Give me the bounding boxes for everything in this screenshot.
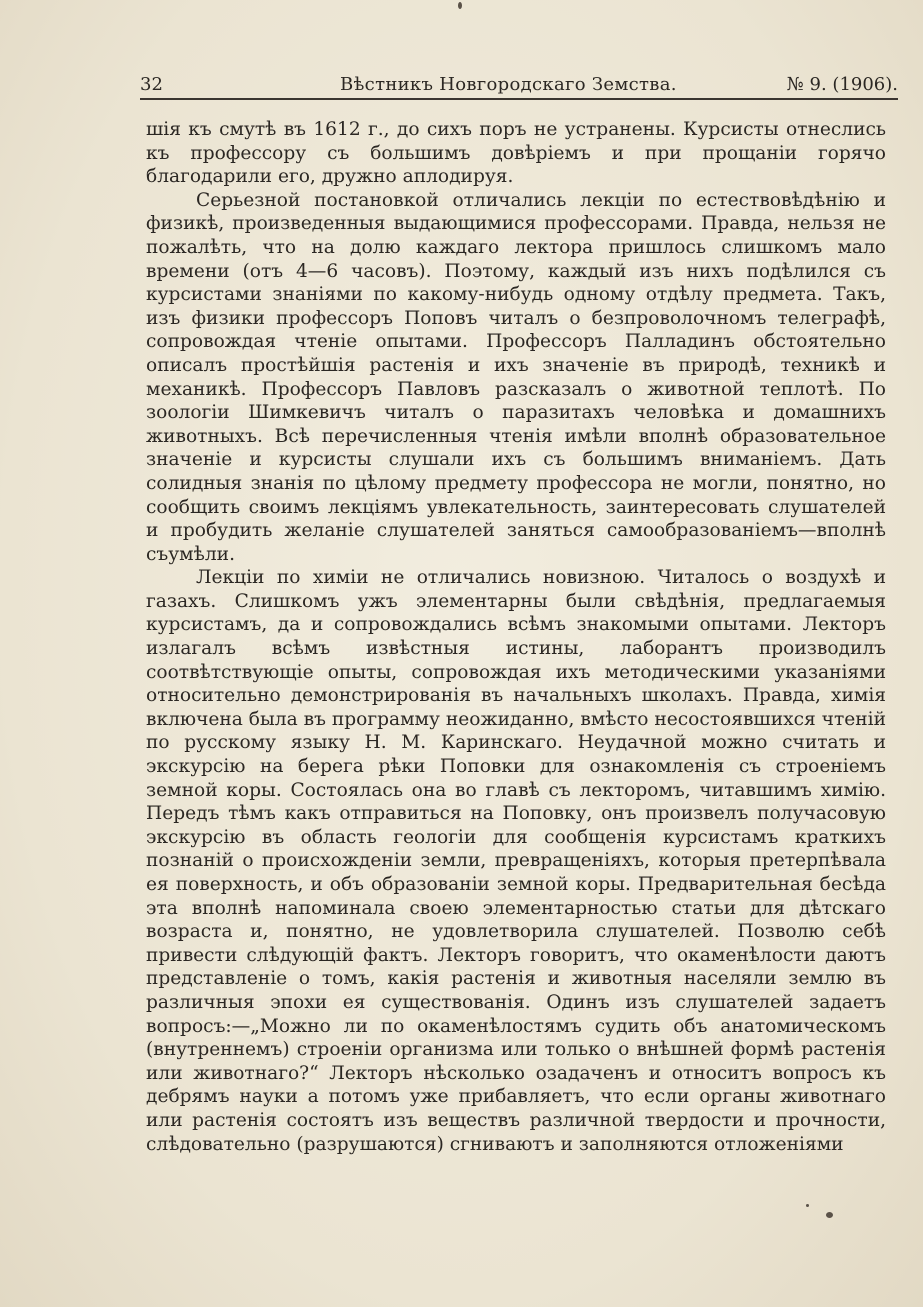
journal-title: Вѣстникъ Новгородскаго Земства. bbox=[340, 74, 677, 95]
ink-speck bbox=[826, 1212, 833, 1218]
ink-speck bbox=[458, 2, 462, 9]
body-text bbox=[146, 118, 886, 1156]
issue-number: № 9. (1906). bbox=[786, 74, 898, 95]
paragraph-continuation: шія къ смутѣ въ 1612 г., до сихъ поръ не устранены. Курсисты отнеслись къ профессору съ большимъ довѣріемъ и при прощаніи горячо благодарили его, дружно аплодируя. bbox=[146, 119, 886, 188]
page-number: 32 bbox=[140, 74, 163, 95]
running-header bbox=[140, 72, 898, 100]
paragraph-natural-science: Серьезной постановкой отличались лекціи по естествовѣдѣнію и физикѣ, произведенныя выдающимися профессорами. Правда, нельзя не пожалѣть, что на долю каждаго лектора пришлось слишкомъ мало времени (отъ 4—6 часовъ). Поэтому, каждый изъ нихъ подѣлился съ курсистами знаніями по какому-нибудь одному отдѣлу предмета. Такъ, изъ физики профессоръ Поповъ читалъ о безпроволочномъ телеграфѣ, сопровождая чтеніе опытами. Профессоръ Палладинъ обстоятельно описалъ простѣйшія растенія и ихъ значеніе въ природѣ, техникѣ и механикѣ. Профессоръ Павловъ разсказалъ о животной теплотѣ. По зоологіи Шимкевичъ читалъ о паразитахъ человѣка и домашнихъ животныхъ. Всѣ перечисленныя чтенія имѣли вполнѣ образовательное значеніе и курсисты слушали ихъ съ большимъ вниманіемъ. Дать солидныя знанія по цѣлому предмету профессора не могли, понятно, но сообщить своимъ лекціямъ увлекательность, заинтересовать слушателей и пробудить желаніе слушателей заняться самообразованіемъ—вполнѣ съумѣли. bbox=[146, 189, 886, 565]
ink-speck bbox=[806, 1204, 809, 1207]
paragraph-chemistry: Лекціи по химіи не отличались новизною. Читалось о воздухѣ и газахъ. Слишкомъ ужъ элементарны были свѣдѣнія, предлагаемыя курсистамъ, да и сопровождались всѣмъ знакомыми опытами. Лекторъ излагалъ всѣмъ извѣстныя истины, лаборантъ производилъ соотвѣтствующіе опыты, сопровождая ихъ методическими указаніями относительно демонстрированія въ начальныхъ школахъ. Правда, химія включена была въ программу неожиданно, вмѣсто несостоявшихся чтеній по русскому языку Н. М. Каринскаго. Неудачной можно считать и экскурсію на берега рѣки Поповки для ознакомленія съ строеніемъ земной коры. Состоялась она во главѣ съ лекторомъ, читавшимъ химію. Передъ тѣмъ какъ отправиться на Поповку, онъ произвелъ получасовую экскурсію въ область геологіи для сообщенія курсистамъ краткихъ познаній о происхожденіи земли, превращеніяхъ, которыя претерпѣвала ея поверхность, и объ образованіи земной коры. Предварительная бесѣда эта вполнѣ напоминала своею элементарностью статьи для дѣтскаго возраста и, понятно, не удовлетворила слушателей. Позволю себѣ привести слѣдующій фактъ. Лекторъ говоритъ, что окаменѣлости даютъ представленіе о томъ, какія растенія и животныя населяли землю въ различныя эпохи ея существованія. Одинъ изъ слушателей задаетъ вопросъ:—„Можно ли по окаменѣлостямъ судить объ анатомическомъ (внутреннемъ) строеніи организма или только о внѣшней формѣ растенія или животнаго?“ Лекторъ нѣсколько озадаченъ и относитъ вопросъ къ дебрямъ науки а потомъ уже прибавляетъ, что если органы животнаго или растенія состоятъ изъ веществъ различной твердости и прочности, слѣдовательно (разрушаются) сгниваютъ и заполняются отложеніями bbox=[146, 567, 886, 1155]
